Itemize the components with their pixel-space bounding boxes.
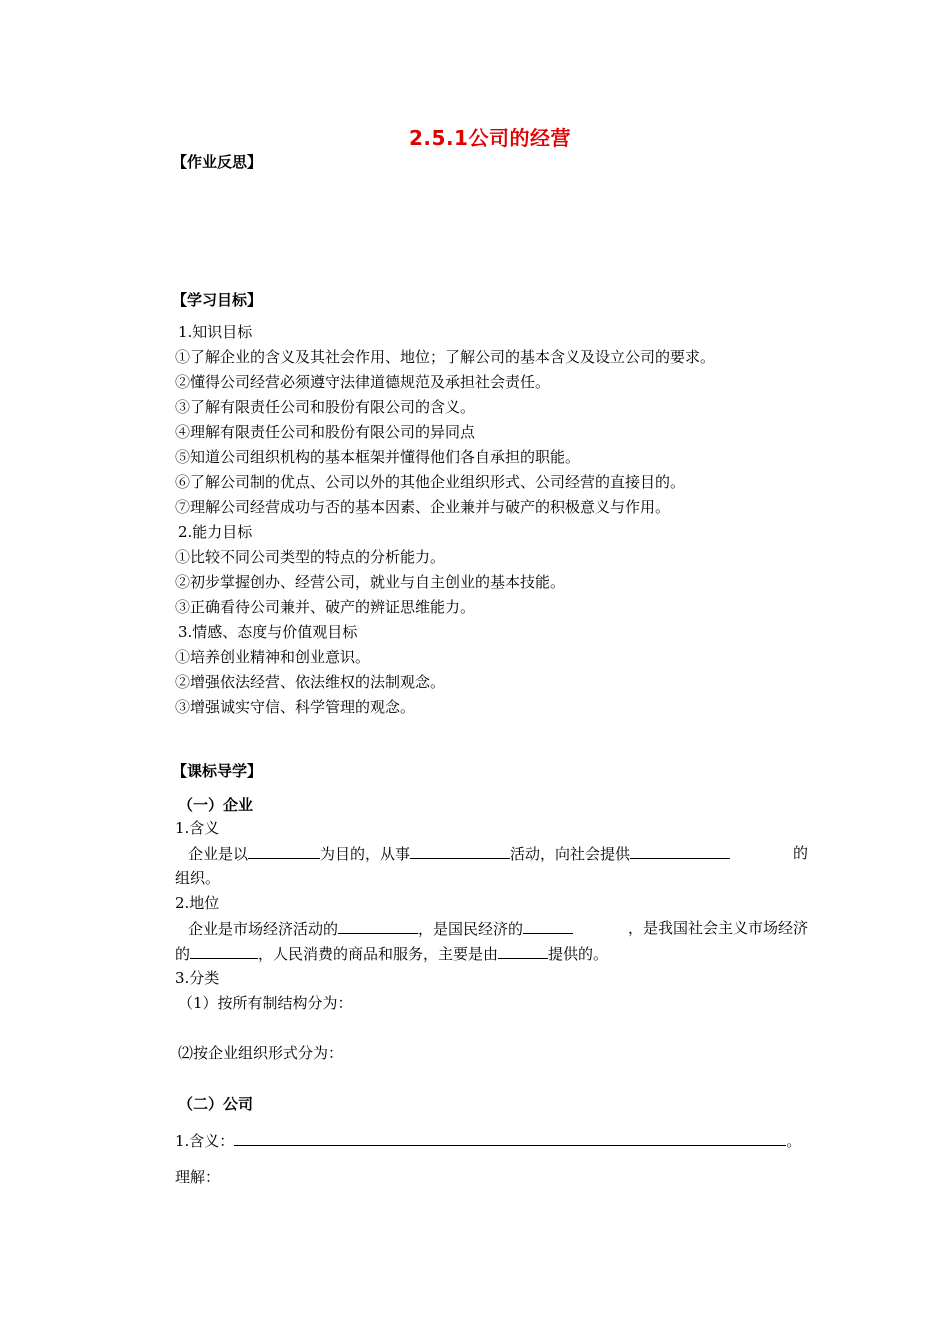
meaning-text-1: 企业是以 [188,845,249,863]
knowledge-goal-item: ③了解有限责任公司和股份有限公司的含义。 [175,398,476,416]
blank-field[interactable] [410,843,510,859]
enterprise-subheading: （一）企业 [178,796,254,814]
company-meaning-line [175,1130,801,1151]
knowledge-goal-item: ⑤知道公司组织机构的基本框架并懂得他们各自承担的职能。 [175,448,581,466]
company-meaning-end: 。 [786,1132,802,1150]
blank-field[interactable] [338,918,418,934]
status-text-5: ，人民消费的商品和服务，主要是由 [258,945,499,963]
enterprise-status-line-2 [175,943,608,964]
section-goals-heading: 【学习目标】 [172,291,263,309]
blank-field[interactable] [248,843,320,859]
blank-field[interactable] [498,943,548,959]
emotion-goal-item: ③增强诚实守信、科学管理的观念。 [175,698,416,716]
ability-goal-item: ③正确看待公司兼并、破产的辨证思维能力。 [175,598,476,616]
company-subheading: （二）公司 [178,1095,254,1113]
meaning-text-4: 的 [792,844,808,862]
enterprise-category-title: 3.分类 [175,969,220,987]
enterprise-status-line [188,918,808,939]
status-text-3: ，是我国社会主义市场经济 [627,919,808,937]
blank-field[interactable] [630,843,730,859]
status-text-1: 企业是市场经济活动的 [188,920,339,938]
meaning-text-2: 为目的，从事 [320,845,411,863]
enterprise-meaning-title: 1.含义 [175,819,220,837]
blank-field[interactable] [523,918,573,934]
company-meaning-label: 1.含义： [175,1132,235,1150]
category-by-organization: ⑵按企业组织形式分为： [178,1044,344,1062]
ability-goal-item: ①比较不同公司类型的特点的分析能力。 [175,548,446,566]
emotion-goal-item: ①培养创业精神和创业意识。 [175,648,371,666]
section-guide-heading: 【课标导学】 [172,762,263,780]
knowledge-goal-item: ②懂得公司经营必须遵守法律道德规范及承担社会责任。 [175,373,551,391]
knowledge-goal-item: ⑦理解公司经营成功与否的基本因素、企业兼并与破产的积极意义与作用。 [175,498,671,516]
enterprise-status-title: 2.地位 [175,894,220,912]
section-reflection-heading: 【作业反思】 [172,153,263,171]
understand-label: 理解： [175,1168,221,1186]
status-text-6: 提供的。 [548,945,609,963]
meaning-text-5: 组织。 [175,869,221,887]
ability-goal-item: ②初步掌握创办、经营公司，就业与自主创业的基本技能。 [175,573,566,591]
blank-field[interactable] [190,943,258,959]
knowledge-goal-title: 1.知识目标 [178,323,253,341]
ability-goal-title: 2.能力目标 [178,523,253,541]
emotion-goal-item: ②增强依法经营、依法维权的法制观念。 [175,673,446,691]
knowledge-goal-item: ⑥了解公司制的优点、公司以外的其他企业组织形式、公司经营的直接目的。 [175,473,686,491]
page-title: 2.5.1公司的经营 [409,126,571,150]
emotion-goal-title: 3.情感、态度与价值观目标 [178,623,358,641]
category-by-ownership: （1）按所有制结构分为： [178,994,353,1012]
status-text-2: ，是国民经济的 [418,920,524,938]
status-text-4: 的 [175,945,191,963]
knowledge-goal-item: ④理解有限责任公司和股份有限公司的异同点 [175,423,476,441]
enterprise-meaning-line [188,843,808,864]
knowledge-goal-item: ①了解企业的含义及其社会作用、地位；了解公司的基本含义及设立公司的要求。 [175,348,716,366]
company-meaning-blank[interactable] [234,1130,786,1146]
meaning-text-3: 活动，向社会提供 [510,845,631,863]
